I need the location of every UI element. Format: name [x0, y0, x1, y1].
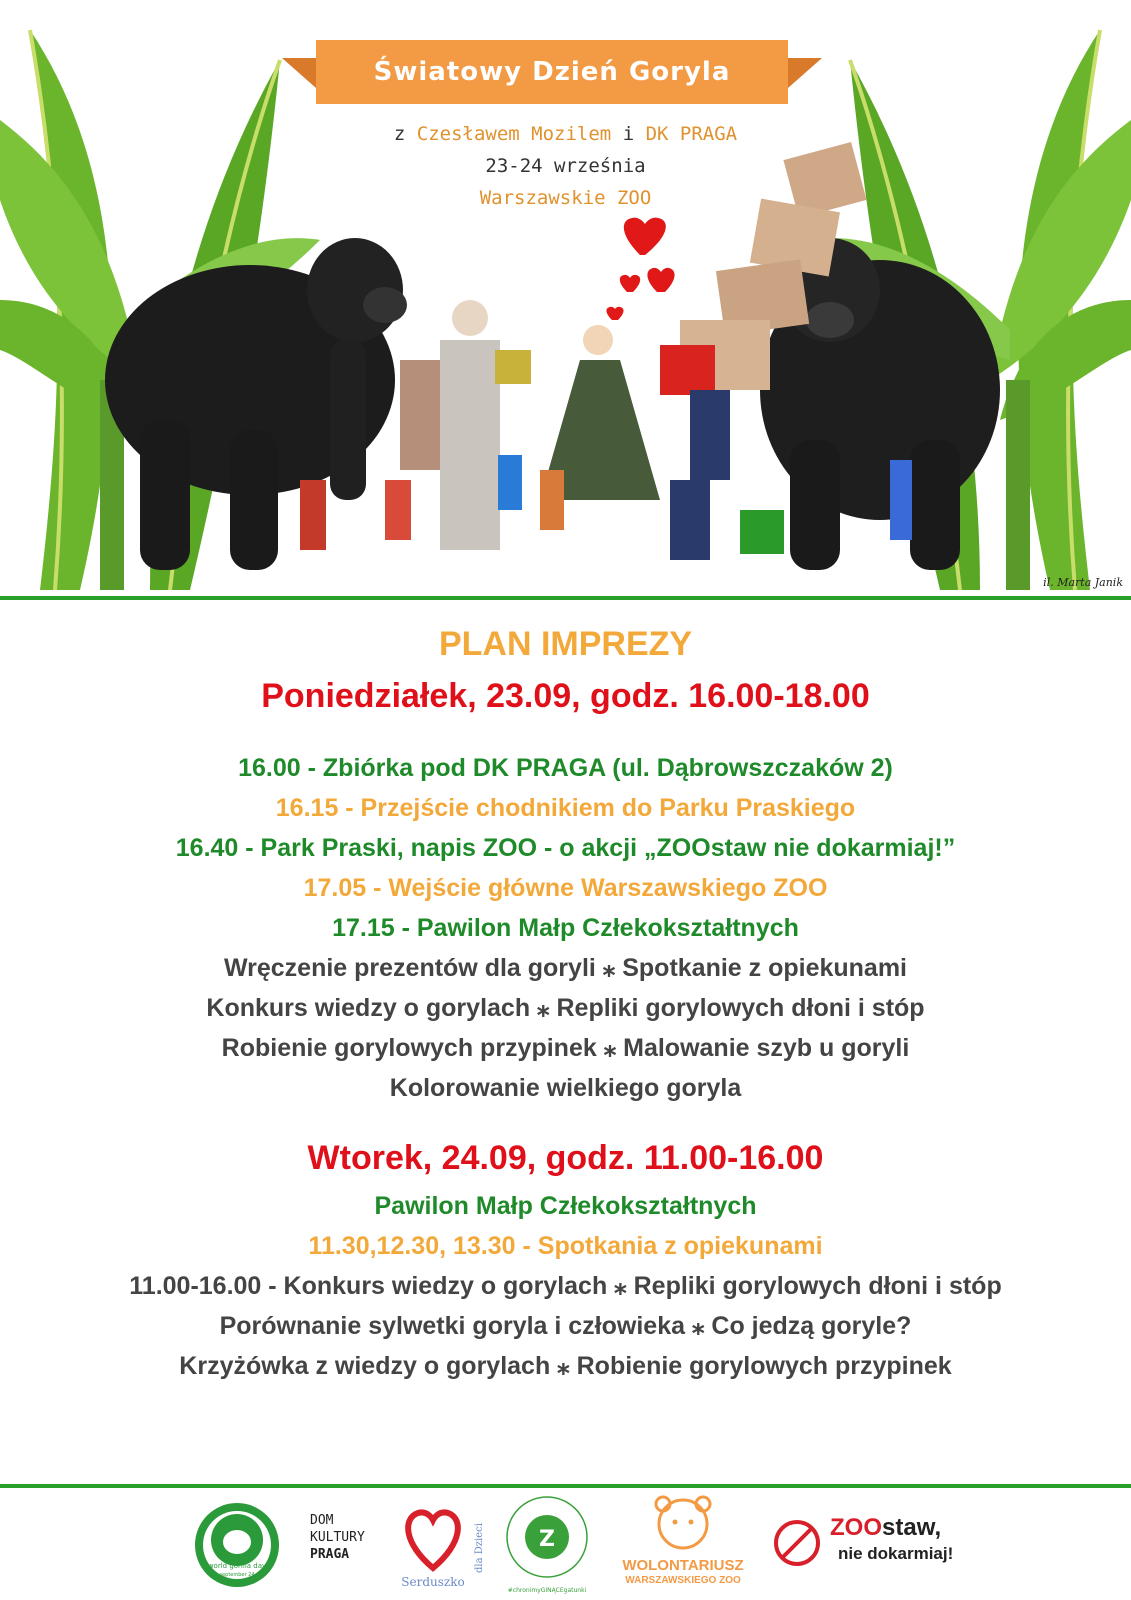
zoostaw-title: [830, 1514, 941, 1542]
illustration-credit: il. Marta Janik: [1043, 576, 1123, 589]
zoostaw-zoo: ZOO: [830, 1514, 882, 1541]
day1-item: 16.15 - Przejście chodnikiem do Parku Praskiego: [275, 794, 856, 822]
guest-name: Czesławem Mozilem: [416, 123, 612, 145]
day1-activity: Konkurs wiedzy o gorylach ⁎ Repliki gorylowych dłoni i stóp: [206, 994, 925, 1022]
guests-line: [0, 118, 1131, 150]
event-plan: [0, 620, 1131, 1386]
day2-title: Wtorek, 24.09, godz. 11.00-16.00: [307, 1139, 824, 1177]
event-dates: 23-24 września: [485, 155, 646, 177]
wolontariusz-logo: [618, 1494, 748, 1594]
day2-activity: Krzyżówka z wiedzy o gorylach ⁎ Robienie gorylowych przypinek: [179, 1352, 952, 1380]
day1-item: 17.15 - Pawilon Małp Człekokształtnych: [332, 914, 799, 942]
zoostaw-subtitle: nie dokarmiaj!: [838, 1544, 954, 1563]
banner-ribbon-tail-right: [788, 58, 822, 88]
day1-title: Poniedziałek, 23.09, godz. 16.00-18.00: [261, 677, 870, 715]
plan-heading: PLAN IMPREZY: [438, 625, 693, 663]
event-title-banner: Światowy Dzień Goryla: [316, 40, 788, 104]
serduszko-label: Serduszko: [401, 1575, 465, 1589]
day1-item: 16.00 - Zbiórka pod DK PRAGA (ul. Dąbrowszczaków 2): [238, 754, 893, 782]
day2-activity: 11.00-16.00 - Konkurs wiedzy o gorylach ⁎ Repliki gorylowych dłoni i stóp: [129, 1272, 1002, 1300]
guests-prefix: z: [393, 123, 417, 145]
bear-icon: [643, 1494, 723, 1552]
zoostaw-staw: staw,: [882, 1514, 942, 1541]
serduszko-side-label: dla Dzieci: [474, 1523, 485, 1573]
event-place: Warszawskie ZOO: [479, 187, 652, 209]
dk-praga-line1: DOM: [310, 1513, 334, 1528]
day1-item: 16.40 - Park Praski, napis ZOO - o akcji „ZOOstaw nie dokarmiaj!”: [175, 834, 956, 862]
day2-meetings: 11.30,12.30, 13.30 - Spotkania z opiekunami: [308, 1232, 823, 1260]
day2-place: Pawilon Małp Człekokształtnych: [374, 1192, 757, 1220]
zoo-hashtag: #chronimyGINĄCEgatunki: [507, 1587, 587, 1594]
hearts: [606, 218, 674, 320]
hero-illustration: [0, 0, 1131, 596]
day1-item: 17.05 - Wejście główne Warszawskiego ZOO: [303, 874, 828, 902]
serduszko-logo: [398, 1498, 485, 1593]
bottom-divider: [0, 1484, 1131, 1488]
guest-organization: DK PRAGA: [645, 123, 738, 145]
day1-activity: Robienie gorylowych przypinek ⁎ Malowanie szyb u goryli: [221, 1034, 910, 1062]
dk-praga-logo: [310, 1512, 380, 1572]
world-gorilla-day-logo: [192, 1500, 282, 1590]
day1-activity: Wręczenie prezentów dla goryli ⁎ Spotkanie z opiekunami: [223, 954, 908, 982]
left-gorilla: [105, 238, 407, 570]
dk-praga-line3: PRAGA: [310, 1547, 350, 1562]
dk-praga-line2: KULTURY: [310, 1530, 365, 1545]
svg-text:Z: Z: [539, 1527, 555, 1552]
wolontariusz-label: WOLONTARIUSZ: [622, 1557, 744, 1574]
world-gorilla-day-label: world gorilla day: [207, 1562, 267, 1570]
wolontariusz-sub: WARSZAWSKIEGO ZOO: [625, 1575, 741, 1586]
guests-conjunction: i: [611, 123, 646, 145]
day2-activity: Porównanie sylwetki goryla i człowieka ⁎ Co jedzą goryle?: [219, 1312, 912, 1340]
partner-logos: [0, 1490, 1131, 1600]
banner-ribbon-tail-left: [282, 58, 316, 88]
event-subtitle: [0, 118, 1131, 214]
warsaw-zoo-logo: [502, 1492, 592, 1596]
no-feeding-icon: [772, 1518, 822, 1568]
world-gorilla-day-sub: september 24: [219, 1572, 255, 1578]
zoostaw-logo: [772, 1510, 954, 1580]
top-divider: [0, 596, 1131, 600]
day1-activity: Kolorowanie wielkiego goryla: [389, 1074, 742, 1102]
